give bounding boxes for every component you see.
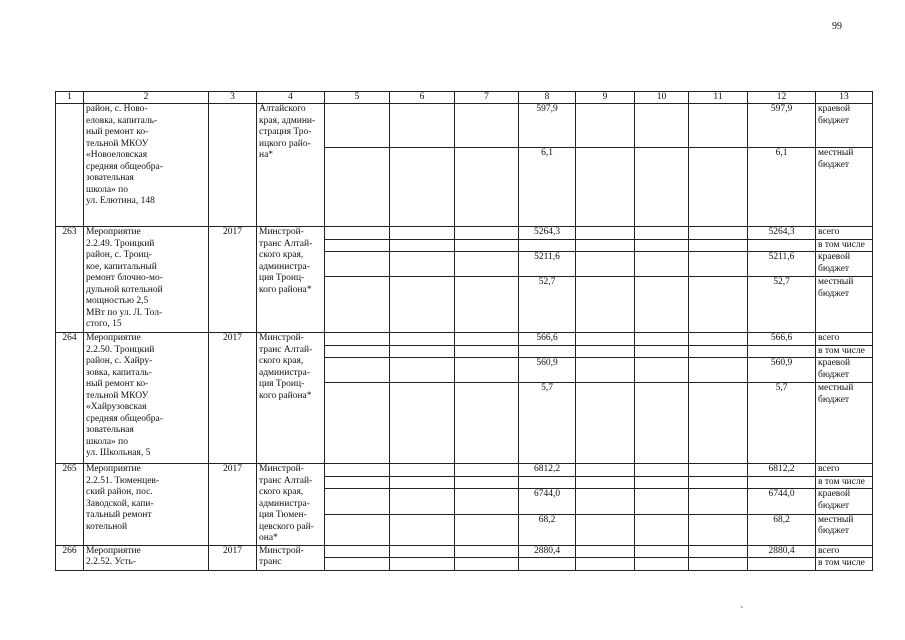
- description-line: «Новоеловская: [86, 150, 148, 160]
- empty-cell: [635, 148, 689, 227]
- empty-cell: [455, 227, 519, 240]
- empty-cell: [390, 358, 455, 383]
- funding-source: [816, 464, 873, 477]
- empty-cell: [455, 333, 519, 346]
- empty-cell: [689, 239, 748, 252]
- empty-cell: [455, 514, 519, 545]
- description-line: стого, 15: [86, 319, 122, 329]
- empty-cell: [455, 358, 519, 383]
- description-line: Мероприятие: [86, 464, 141, 474]
- funding-line: бюджет: [818, 115, 850, 126]
- executor-line: транс Алтай-: [259, 238, 313, 249]
- executor-line: ского края,: [259, 250, 304, 260]
- funding-line: краевой: [818, 252, 851, 262]
- description-line: ный ремонт ко-: [86, 379, 149, 389]
- empty-cell: [635, 476, 689, 489]
- description-line: еловка, капиталь-: [86, 115, 158, 126]
- empty-cell: [390, 489, 455, 514]
- empty-cell: [455, 148, 519, 227]
- empty-cell: [576, 383, 635, 464]
- empty-cell: [576, 148, 635, 227]
- executor-line: Минстрой-: [259, 464, 304, 474]
- value-col8: [519, 476, 576, 489]
- funding-line: всего: [818, 464, 840, 474]
- description-line: Мероприятие: [86, 333, 141, 343]
- empty-cell: [390, 277, 455, 333]
- empty-cell: [576, 476, 635, 489]
- executor-line: ция Троиц-: [259, 273, 305, 283]
- value-col12: 566,6: [748, 333, 816, 346]
- empty-cell: [689, 476, 748, 489]
- empty-cell: [576, 514, 635, 545]
- empty-cell: [635, 104, 689, 148]
- description-line: ный ремонт ко-: [86, 127, 149, 137]
- executor-cell: [257, 333, 325, 464]
- empty-cell: [325, 383, 390, 464]
- funding-line: всего: [818, 545, 840, 556]
- empty-cell: [325, 514, 390, 545]
- value-col12: 6,1: [748, 148, 816, 227]
- year-cell: 2017: [209, 545, 257, 570]
- executor-line: цевского рай-: [259, 521, 314, 532]
- description-line: котельной: [86, 521, 128, 532]
- funding-line: местный: [818, 148, 854, 158]
- empty-cell: [390, 333, 455, 346]
- description-line: 2.2.50. Троицкий: [86, 344, 155, 355]
- empty-cell: [635, 333, 689, 346]
- executor-line: ция Троиц-: [259, 379, 305, 389]
- measures-table: [55, 91, 873, 571]
- description-line: «Хайрузовская: [86, 402, 147, 412]
- funding-source: [816, 345, 873, 358]
- empty-cell: [635, 514, 689, 545]
- value-col8: [519, 558, 576, 571]
- empty-cell: [576, 104, 635, 148]
- empty-cell: [635, 558, 689, 571]
- value-col12: [748, 476, 816, 489]
- empty-cell: [635, 383, 689, 464]
- empty-cell: [689, 148, 748, 227]
- header-cell: 3: [209, 92, 257, 104]
- value-col12: 5,7: [748, 383, 816, 464]
- description-line: МВт по ул. Л. Тол-: [86, 307, 163, 318]
- executor-line: Минстрой-: [259, 227, 304, 237]
- value-col12: [748, 345, 816, 358]
- value-col8: [519, 345, 576, 358]
- empty-cell: [390, 239, 455, 252]
- description-line: Заводской, капи-: [86, 498, 154, 509]
- executor-line: ция Тюмен-: [259, 510, 307, 520]
- row-number-cell: 264: [56, 333, 84, 464]
- empty-cell: [576, 489, 635, 514]
- value-col8: 52,7: [519, 277, 576, 333]
- description-line: 2.2.52. Усть-: [86, 557, 136, 567]
- empty-cell: [390, 383, 455, 464]
- empty-cell: [635, 545, 689, 558]
- description-line: ский район, пос.: [86, 487, 153, 497]
- funding-source: [816, 148, 873, 227]
- funding-source: [816, 545, 873, 558]
- measure-description: [84, 227, 209, 333]
- table-row: [56, 545, 873, 558]
- value-col12: 5264,3: [748, 227, 816, 240]
- description-line: тальный ремонт: [86, 510, 152, 520]
- empty-cell: [455, 489, 519, 514]
- empty-cell: [390, 252, 455, 277]
- empty-cell: [635, 358, 689, 383]
- empty-cell: [689, 104, 748, 148]
- header-cell: 1: [56, 92, 84, 104]
- measure-description: [84, 545, 209, 570]
- executor-line: администра-: [259, 498, 310, 509]
- empty-cell: [576, 345, 635, 358]
- executor-line: страция Тро-: [259, 127, 312, 137]
- empty-cell: [325, 252, 390, 277]
- value-col12: 597,9: [748, 104, 816, 148]
- row-number-cell: 265: [56, 464, 84, 546]
- description-line: средняя общеобра-: [86, 161, 163, 172]
- funding-line: всего: [818, 333, 840, 343]
- page-number: 99: [832, 21, 842, 32]
- empty-cell: [325, 333, 390, 346]
- funding-source: [816, 383, 873, 464]
- description-line: Мероприятие: [86, 545, 141, 556]
- executor-cell: [257, 464, 325, 546]
- executor-line: Минстрой-: [259, 333, 304, 343]
- year-cell: [209, 104, 257, 227]
- funding-line: в том числе: [818, 476, 865, 487]
- executor-line: транс Алтай-: [259, 344, 313, 355]
- empty-cell: [576, 252, 635, 277]
- empty-cell: [390, 464, 455, 477]
- empty-cell: [689, 545, 748, 558]
- funding-source: [816, 358, 873, 383]
- description-line: зовательная: [86, 425, 134, 435]
- header-cell: 12: [748, 92, 816, 104]
- empty-cell: [390, 476, 455, 489]
- value-col12: 5211,6: [748, 252, 816, 277]
- description-line: 2.2.51. Тюменцев-: [86, 475, 160, 486]
- funding-source: [816, 277, 873, 333]
- header-cell: 2: [84, 92, 209, 104]
- executor-line: кого района*: [259, 284, 312, 295]
- empty-cell: [576, 558, 635, 571]
- table-row: [56, 464, 873, 477]
- empty-cell: [689, 333, 748, 346]
- funding-line: бюджет: [818, 500, 850, 511]
- header-cell: 7: [455, 92, 519, 104]
- executor-line: она*: [259, 533, 278, 543]
- executor-line: транс: [259, 557, 282, 567]
- empty-cell: [689, 345, 748, 358]
- description-line: район, с. Ново-: [86, 104, 148, 114]
- empty-cell: [325, 227, 390, 240]
- empty-cell: [576, 358, 635, 383]
- executor-line: ского края,: [259, 356, 304, 366]
- empty-cell: [689, 558, 748, 571]
- description-line: тельной МКОУ: [86, 138, 149, 149]
- funding-line: в том числе: [818, 239, 865, 250]
- description-line: район, с. Троиц-: [86, 250, 152, 260]
- funding-source: [816, 239, 873, 252]
- value-col12: 560,9: [748, 358, 816, 383]
- value-col8: 6744,0: [519, 489, 576, 514]
- funding-source: [816, 514, 873, 545]
- funding-line: бюджет: [818, 288, 850, 299]
- header-cell: 13: [816, 92, 873, 104]
- header-cell: 9: [576, 92, 635, 104]
- empty-cell: [689, 277, 748, 333]
- empty-cell: [390, 227, 455, 240]
- header-cell: 8: [519, 92, 576, 104]
- value-col12: 6812,2: [748, 464, 816, 477]
- empty-cell: [325, 489, 390, 514]
- empty-cell: [455, 383, 519, 464]
- funding-source: [816, 558, 873, 571]
- measure-description: [84, 333, 209, 464]
- empty-cell: [325, 545, 390, 558]
- empty-cell: [455, 252, 519, 277]
- value-col8: 597,9: [519, 104, 576, 148]
- header-row: [56, 92, 873, 104]
- empty-cell: [689, 489, 748, 514]
- header-cell: 6: [390, 92, 455, 104]
- description-line: ул. Елютина, 148: [86, 196, 155, 206]
- empty-cell: [325, 148, 390, 227]
- funding-line: в том числе: [818, 345, 865, 356]
- description-line: ремонт блочно-мо-: [86, 273, 163, 283]
- empty-cell: [689, 464, 748, 477]
- year-cell: 2017: [209, 333, 257, 464]
- executor-cell: [257, 227, 325, 333]
- empty-cell: [576, 333, 635, 346]
- description-line: дульной котельной: [86, 284, 163, 295]
- description-line: школа» по: [86, 184, 128, 195]
- executor-line: на*: [259, 150, 274, 160]
- empty-cell: [455, 545, 519, 558]
- executor-line: ского края,: [259, 487, 304, 497]
- executor-line: администра-: [259, 261, 310, 272]
- executor-line: кого района*: [259, 390, 312, 401]
- empty-cell: [576, 545, 635, 558]
- funding-line: бюджет: [818, 369, 850, 380]
- value-col8: 560,9: [519, 358, 576, 383]
- value-col12: [748, 558, 816, 571]
- empty-cell: [635, 227, 689, 240]
- table-row: [56, 333, 873, 346]
- executor-line: ицкого райо-: [259, 138, 311, 149]
- value-col8: 68,2: [519, 514, 576, 545]
- empty-cell: [455, 104, 519, 148]
- value-col8: 6,1: [519, 148, 576, 227]
- value-col12: 6744,0: [748, 489, 816, 514]
- empty-cell: [635, 345, 689, 358]
- empty-cell: [390, 545, 455, 558]
- description-line: мощностью 2,5: [86, 296, 149, 306]
- description-line: Мероприятие: [86, 227, 141, 237]
- description-line: зовательная: [86, 173, 134, 183]
- year-cell: 2017: [209, 227, 257, 333]
- funding-line: местный: [818, 514, 854, 525]
- funding-source: [816, 489, 873, 514]
- funding-source: [816, 227, 873, 240]
- value-col12: [748, 239, 816, 252]
- empty-cell: [689, 514, 748, 545]
- funding-source: [816, 476, 873, 489]
- description-line: школа» по: [86, 436, 128, 447]
- empty-cell: [455, 476, 519, 489]
- empty-cell: [689, 383, 748, 464]
- header-cell: 5: [325, 92, 390, 104]
- empty-cell: [325, 358, 390, 383]
- description-line: район, с. Хайру-: [86, 356, 153, 366]
- value-col8: 5,7: [519, 383, 576, 464]
- scan-mark: `: [740, 606, 744, 617]
- funding-line: бюджет: [818, 394, 850, 405]
- year-cell: 2017: [209, 464, 257, 546]
- empty-cell: [390, 345, 455, 358]
- empty-cell: [635, 464, 689, 477]
- value-col12: 2880,4: [748, 545, 816, 558]
- executor-cell: [257, 545, 325, 570]
- empty-cell: [635, 277, 689, 333]
- value-col8: [519, 239, 576, 252]
- description-line: средняя общеобра-: [86, 413, 163, 424]
- empty-cell: [390, 104, 455, 148]
- description-line: кое, капитальный: [86, 261, 157, 272]
- value-col8: 6812,2: [519, 464, 576, 477]
- row-number-cell: [56, 104, 84, 227]
- measure-description: [84, 104, 209, 227]
- table-row: [56, 104, 873, 148]
- empty-cell: [576, 277, 635, 333]
- header-cell: 11: [689, 92, 748, 104]
- funding-line: краевой: [818, 358, 851, 368]
- empty-cell: [325, 345, 390, 358]
- empty-cell: [576, 464, 635, 477]
- value-col8: 5264,3: [519, 227, 576, 240]
- table-row: [56, 227, 873, 240]
- row-number-cell: 263: [56, 227, 84, 333]
- empty-cell: [455, 239, 519, 252]
- value-col12: 68,2: [748, 514, 816, 545]
- executor-cell: [257, 104, 325, 227]
- executor-line: администра-: [259, 367, 310, 378]
- value-col8: 2880,4: [519, 545, 576, 558]
- empty-cell: [325, 277, 390, 333]
- funding-line: краевой: [818, 104, 851, 114]
- funding-line: бюджет: [818, 526, 850, 537]
- funding-line: бюджет: [818, 263, 850, 274]
- empty-cell: [576, 227, 635, 240]
- funding-source: [816, 333, 873, 346]
- empty-cell: [455, 345, 519, 358]
- empty-cell: [325, 464, 390, 477]
- empty-cell: [455, 558, 519, 571]
- measure-description: [84, 464, 209, 546]
- empty-cell: [635, 252, 689, 277]
- header-cell: 4: [257, 92, 325, 104]
- funding-line: краевой: [818, 489, 851, 500]
- empty-cell: [635, 239, 689, 252]
- empty-cell: [390, 148, 455, 227]
- empty-cell: [689, 358, 748, 383]
- funding-line: местный: [818, 277, 854, 287]
- empty-cell: [390, 558, 455, 571]
- empty-cell: [325, 558, 390, 571]
- funding-line: бюджет: [818, 159, 850, 170]
- empty-cell: [576, 239, 635, 252]
- funding-source: [816, 104, 873, 148]
- empty-cell: [325, 239, 390, 252]
- executor-line: транс Алтай-: [259, 475, 313, 486]
- empty-cell: [325, 104, 390, 148]
- value-col8: 566,6: [519, 333, 576, 346]
- description-line: ул. Школьная, 5: [86, 448, 151, 458]
- funding-line: всего: [818, 227, 840, 237]
- row-number-cell: 266: [56, 545, 84, 570]
- executor-line: Алтайского: [259, 104, 306, 114]
- value-col8: 5211,6: [519, 252, 576, 277]
- description-line: 2.2.49. Троицкий: [86, 238, 155, 249]
- header-cell: 10: [635, 92, 689, 104]
- empty-cell: [325, 476, 390, 489]
- executor-line: Минстрой-: [259, 545, 304, 556]
- empty-cell: [635, 489, 689, 514]
- empty-cell: [455, 277, 519, 333]
- description-line: зовка, капиталь-: [86, 367, 152, 378]
- empty-cell: [390, 514, 455, 545]
- empty-cell: [689, 227, 748, 240]
- description-line: тельной МКОУ: [86, 390, 149, 401]
- funding-line: в том числе: [818, 558, 865, 568]
- empty-cell: [689, 252, 748, 277]
- empty-cell: [455, 464, 519, 477]
- executor-line: края, админи-: [259, 115, 316, 126]
- value-col12: 52,7: [748, 277, 816, 333]
- funding-source: [816, 252, 873, 277]
- funding-line: местный: [818, 383, 854, 393]
